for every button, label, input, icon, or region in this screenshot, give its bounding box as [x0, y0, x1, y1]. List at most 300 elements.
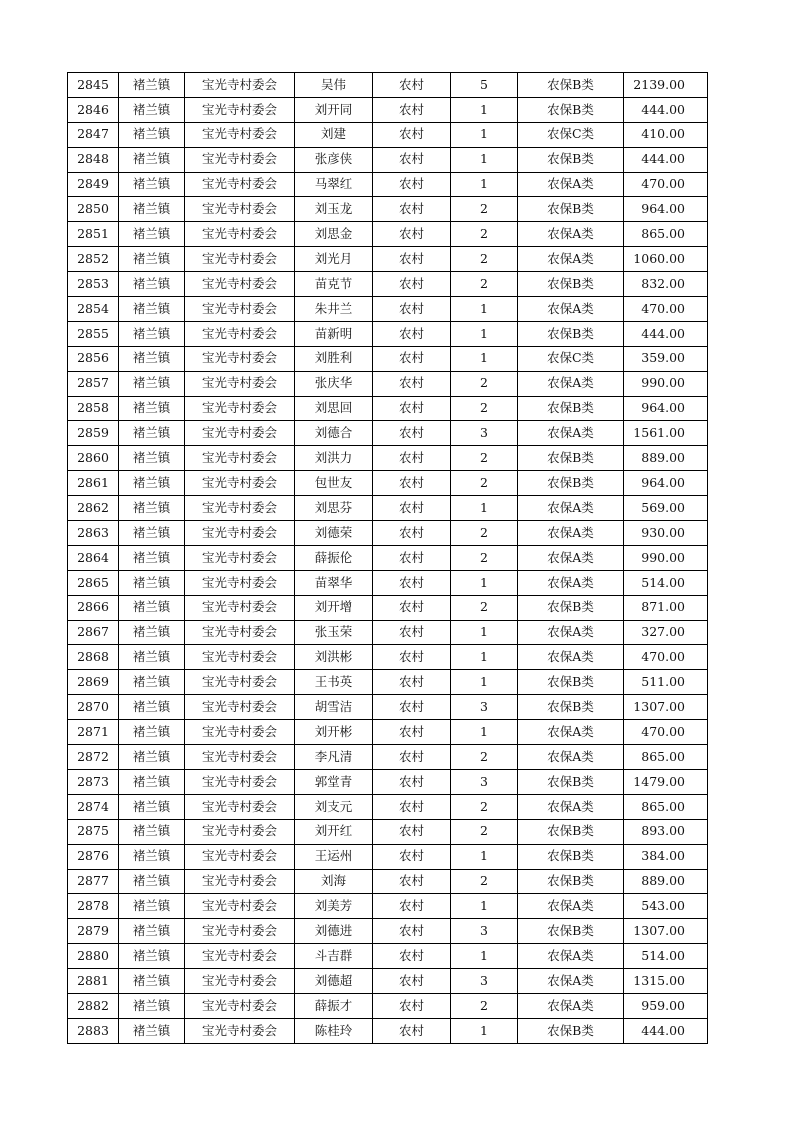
serial-number-cell: 2852: [68, 247, 119, 272]
table-row: [68, 147, 708, 172]
amount-cell: 1060.00: [624, 247, 708, 272]
village-committee-cell: 宝光寺村委会: [185, 371, 295, 396]
serial-number-cell: 2875: [68, 819, 119, 844]
household-size-cell: 3: [451, 919, 518, 944]
village-committee-cell: 宝光寺村委会: [185, 73, 295, 98]
person-name-cell: 刘开彬: [295, 720, 373, 745]
person-name-cell: 包世友: [295, 471, 373, 496]
amount-cell: 964.00: [624, 197, 708, 222]
table-row: [68, 769, 708, 794]
household-size-cell: 2: [451, 745, 518, 770]
insurance-category-cell: 农保B类: [518, 272, 624, 297]
town-cell: 褚兰镇: [119, 521, 185, 546]
town-cell: 褚兰镇: [119, 1018, 185, 1043]
village-committee-cell: 宝光寺村委会: [185, 894, 295, 919]
residence-type-cell: 农村: [373, 794, 451, 819]
amount-cell: 964.00: [624, 396, 708, 421]
table-row: [68, 645, 708, 670]
person-name-cell: 苗翠华: [295, 570, 373, 595]
serial-number-cell: 2855: [68, 321, 119, 346]
residence-type-cell: 农村: [373, 73, 451, 98]
table-row: [68, 122, 708, 147]
insurance-category-cell: 农保A类: [518, 222, 624, 247]
insurance-category-cell: 农保A类: [518, 521, 624, 546]
insurance-category-cell: 农保A类: [518, 496, 624, 521]
insurance-category-cell: 农保A类: [518, 421, 624, 446]
town-cell: 褚兰镇: [119, 197, 185, 222]
insurance-category-cell: 农保B类: [518, 844, 624, 869]
amount-cell: 832.00: [624, 272, 708, 297]
roster-table-body: [68, 73, 708, 1044]
serial-number-cell: 2869: [68, 670, 119, 695]
amount-cell: 444.00: [624, 321, 708, 346]
town-cell: 褚兰镇: [119, 321, 185, 346]
person-name-cell: 朱井兰: [295, 297, 373, 322]
household-size-cell: 1: [451, 670, 518, 695]
serial-number-cell: 2871: [68, 720, 119, 745]
household-size-cell: 3: [451, 769, 518, 794]
amount-cell: 514.00: [624, 944, 708, 969]
table-row: [68, 695, 708, 720]
person-name-cell: 刘德进: [295, 919, 373, 944]
insurance-category-cell: 农保B类: [518, 595, 624, 620]
amount-cell: 569.00: [624, 496, 708, 521]
insurance-category-cell: 农保A类: [518, 894, 624, 919]
amount-cell: 1479.00: [624, 769, 708, 794]
table-row: [68, 297, 708, 322]
residence-type-cell: 农村: [373, 720, 451, 745]
household-size-cell: 1: [451, 620, 518, 645]
table-row: [68, 620, 708, 645]
person-name-cell: 刘洪力: [295, 446, 373, 471]
serial-number-cell: 2845: [68, 73, 119, 98]
household-size-cell: 1: [451, 844, 518, 869]
amount-cell: 1307.00: [624, 695, 708, 720]
table-row: [68, 844, 708, 869]
person-name-cell: 张庆华: [295, 371, 373, 396]
household-size-cell: 2: [451, 272, 518, 297]
residence-type-cell: 农村: [373, 97, 451, 122]
village-committee-cell: 宝光寺村委会: [185, 844, 295, 869]
village-committee-cell: 宝光寺村委会: [185, 969, 295, 994]
insurance-category-cell: 农保B类: [518, 819, 624, 844]
residence-type-cell: 农村: [373, 172, 451, 197]
table-row: [68, 321, 708, 346]
residence-type-cell: 农村: [373, 446, 451, 471]
residence-type-cell: 农村: [373, 620, 451, 645]
village-committee-cell: 宝光寺村委会: [185, 122, 295, 147]
village-committee-cell: 宝光寺村委会: [185, 944, 295, 969]
person-name-cell: 薛振才: [295, 993, 373, 1018]
table-row: [68, 172, 708, 197]
household-size-cell: 1: [451, 1018, 518, 1043]
person-name-cell: 刘支元: [295, 794, 373, 819]
table-row: [68, 346, 708, 371]
table-row: [68, 919, 708, 944]
insurance-category-cell: 农保B类: [518, 147, 624, 172]
serial-number-cell: 2862: [68, 496, 119, 521]
amount-cell: 871.00: [624, 595, 708, 620]
serial-number-cell: 2858: [68, 396, 119, 421]
insurance-category-cell: 农保B类: [518, 769, 624, 794]
household-size-cell: 1: [451, 944, 518, 969]
residence-type-cell: 农村: [373, 471, 451, 496]
residence-type-cell: 农村: [373, 197, 451, 222]
amount-cell: 1307.00: [624, 919, 708, 944]
serial-number-cell: 2883: [68, 1018, 119, 1043]
insurance-category-cell: 农保A类: [518, 247, 624, 272]
amount-cell: 470.00: [624, 172, 708, 197]
household-size-cell: 1: [451, 97, 518, 122]
serial-number-cell: 2856: [68, 346, 119, 371]
town-cell: 褚兰镇: [119, 172, 185, 197]
village-committee-cell: 宝光寺村委会: [185, 147, 295, 172]
table-row: [68, 670, 708, 695]
town-cell: 褚兰镇: [119, 769, 185, 794]
household-size-cell: 1: [451, 346, 518, 371]
town-cell: 褚兰镇: [119, 446, 185, 471]
residence-type-cell: 农村: [373, 969, 451, 994]
town-cell: 褚兰镇: [119, 297, 185, 322]
village-committee-cell: 宝光寺村委会: [185, 819, 295, 844]
residence-type-cell: 农村: [373, 769, 451, 794]
person-name-cell: 刘开同: [295, 97, 373, 122]
village-committee-cell: 宝光寺村委会: [185, 595, 295, 620]
serial-number-cell: 2873: [68, 769, 119, 794]
person-name-cell: 刘德超: [295, 969, 373, 994]
town-cell: 褚兰镇: [119, 496, 185, 521]
person-name-cell: 吴伟: [295, 73, 373, 98]
village-committee-cell: 宝光寺村委会: [185, 446, 295, 471]
table-row: [68, 272, 708, 297]
village-committee-cell: 宝光寺村委会: [185, 222, 295, 247]
residence-type-cell: 农村: [373, 396, 451, 421]
amount-cell: 964.00: [624, 471, 708, 496]
person-name-cell: 刘光月: [295, 247, 373, 272]
household-size-cell: 1: [451, 147, 518, 172]
serial-number-cell: 2868: [68, 645, 119, 670]
person-name-cell: 张玉荣: [295, 620, 373, 645]
insurance-category-cell: 农保A类: [518, 993, 624, 1018]
town-cell: 褚兰镇: [119, 745, 185, 770]
serial-number-cell: 2867: [68, 620, 119, 645]
household-size-cell: 2: [451, 446, 518, 471]
amount-cell: 327.00: [624, 620, 708, 645]
town-cell: 褚兰镇: [119, 122, 185, 147]
town-cell: 褚兰镇: [119, 570, 185, 595]
table-row: [68, 819, 708, 844]
amount-cell: 410.00: [624, 122, 708, 147]
town-cell: 褚兰镇: [119, 222, 185, 247]
table-row: [68, 969, 708, 994]
insurance-category-cell: 农保A类: [518, 794, 624, 819]
person-name-cell: 刘开红: [295, 819, 373, 844]
household-size-cell: 1: [451, 894, 518, 919]
household-size-cell: 2: [451, 993, 518, 1018]
insurance-category-cell: 农保B类: [518, 869, 624, 894]
insurance-category-cell: 农保A类: [518, 645, 624, 670]
residence-type-cell: 农村: [373, 222, 451, 247]
insurance-category-cell: 农保B类: [518, 73, 624, 98]
insurance-category-cell: 农保A类: [518, 720, 624, 745]
household-size-cell: 2: [451, 197, 518, 222]
table-row: [68, 396, 708, 421]
serial-number-cell: 2851: [68, 222, 119, 247]
serial-number-cell: 2847: [68, 122, 119, 147]
serial-number-cell: 2859: [68, 421, 119, 446]
table-row: [68, 197, 708, 222]
residence-type-cell: 农村: [373, 346, 451, 371]
serial-number-cell: 2864: [68, 545, 119, 570]
residence-type-cell: 农村: [373, 645, 451, 670]
residence-type-cell: 农村: [373, 695, 451, 720]
table-row: [68, 894, 708, 919]
town-cell: 褚兰镇: [119, 794, 185, 819]
village-committee-cell: 宝光寺村委会: [185, 570, 295, 595]
residence-type-cell: 农村: [373, 371, 451, 396]
serial-number-cell: 2848: [68, 147, 119, 172]
residence-type-cell: 农村: [373, 869, 451, 894]
amount-cell: 889.00: [624, 869, 708, 894]
amount-cell: 384.00: [624, 844, 708, 869]
amount-cell: 865.00: [624, 222, 708, 247]
serial-number-cell: 2878: [68, 894, 119, 919]
amount-cell: 514.00: [624, 570, 708, 595]
household-size-cell: 1: [451, 645, 518, 670]
residence-type-cell: 农村: [373, 944, 451, 969]
village-committee-cell: 宝光寺村委会: [185, 172, 295, 197]
household-size-cell: 2: [451, 794, 518, 819]
serial-number-cell: 2863: [68, 521, 119, 546]
village-committee-cell: 宝光寺村委会: [185, 346, 295, 371]
person-name-cell: 刘开增: [295, 595, 373, 620]
village-committee-cell: 宝光寺村委会: [185, 645, 295, 670]
town-cell: 褚兰镇: [119, 969, 185, 994]
town-cell: 褚兰镇: [119, 147, 185, 172]
household-size-cell: 2: [451, 222, 518, 247]
amount-cell: 865.00: [624, 794, 708, 819]
amount-cell: 930.00: [624, 521, 708, 546]
person-name-cell: 陈桂玲: [295, 1018, 373, 1043]
town-cell: 褚兰镇: [119, 471, 185, 496]
residence-type-cell: 农村: [373, 147, 451, 172]
town-cell: 褚兰镇: [119, 421, 185, 446]
household-size-cell: 3: [451, 695, 518, 720]
insurance-category-cell: 农保C类: [518, 346, 624, 371]
residence-type-cell: 农村: [373, 297, 451, 322]
insurance-category-cell: 农保A类: [518, 745, 624, 770]
person-name-cell: 刘德荣: [295, 521, 373, 546]
household-size-cell: 3: [451, 969, 518, 994]
serial-number-cell: 2880: [68, 944, 119, 969]
amount-cell: 359.00: [624, 346, 708, 371]
table-row: [68, 222, 708, 247]
serial-number-cell: 2850: [68, 197, 119, 222]
table-row: [68, 521, 708, 546]
table-row: [68, 794, 708, 819]
town-cell: 褚兰镇: [119, 894, 185, 919]
amount-cell: 889.00: [624, 446, 708, 471]
person-name-cell: 刘建: [295, 122, 373, 147]
person-name-cell: 刘思芬: [295, 496, 373, 521]
serial-number-cell: 2881: [68, 969, 119, 994]
table-row: [68, 595, 708, 620]
residence-type-cell: 农村: [373, 670, 451, 695]
household-size-cell: 2: [451, 471, 518, 496]
household-size-cell: 2: [451, 869, 518, 894]
insurance-category-cell: 农保A类: [518, 969, 624, 994]
residence-type-cell: 农村: [373, 272, 451, 297]
amount-cell: 470.00: [624, 297, 708, 322]
amount-cell: 959.00: [624, 993, 708, 1018]
residence-type-cell: 农村: [373, 521, 451, 546]
village-committee-cell: 宝光寺村委会: [185, 297, 295, 322]
table-row: [68, 421, 708, 446]
person-name-cell: 苗新明: [295, 321, 373, 346]
town-cell: 褚兰镇: [119, 396, 185, 421]
household-size-cell: 5: [451, 73, 518, 98]
town-cell: 褚兰镇: [119, 645, 185, 670]
person-name-cell: 斗吉群: [295, 944, 373, 969]
person-name-cell: 王书英: [295, 670, 373, 695]
person-name-cell: 刘海: [295, 869, 373, 894]
town-cell: 褚兰镇: [119, 73, 185, 98]
person-name-cell: 胡雪洁: [295, 695, 373, 720]
serial-number-cell: 2861: [68, 471, 119, 496]
amount-cell: 470.00: [624, 645, 708, 670]
person-name-cell: 刘德合: [295, 421, 373, 446]
village-committee-cell: 宝光寺村委会: [185, 197, 295, 222]
table-row: [68, 570, 708, 595]
person-name-cell: 刘洪彬: [295, 645, 373, 670]
person-name-cell: 李凡清: [295, 745, 373, 770]
serial-number-cell: 2853: [68, 272, 119, 297]
residence-type-cell: 农村: [373, 122, 451, 147]
serial-number-cell: 2865: [68, 570, 119, 595]
village-committee-cell: 宝光寺村委会: [185, 794, 295, 819]
village-committee-cell: 宝光寺村委会: [185, 1018, 295, 1043]
table-row: [68, 993, 708, 1018]
village-committee-cell: 宝光寺村委会: [185, 396, 295, 421]
amount-cell: 444.00: [624, 147, 708, 172]
table-row: [68, 471, 708, 496]
town-cell: 褚兰镇: [119, 97, 185, 122]
residence-type-cell: 农村: [373, 545, 451, 570]
household-size-cell: 3: [451, 421, 518, 446]
table-row: [68, 1018, 708, 1043]
household-size-cell: 1: [451, 570, 518, 595]
insurance-category-cell: 农保B类: [518, 396, 624, 421]
residence-type-cell: 农村: [373, 595, 451, 620]
town-cell: 褚兰镇: [119, 346, 185, 371]
town-cell: 褚兰镇: [119, 371, 185, 396]
table-row: [68, 446, 708, 471]
insurance-category-cell: 农保A类: [518, 570, 624, 595]
amount-cell: 511.00: [624, 670, 708, 695]
amount-cell: 893.00: [624, 819, 708, 844]
residence-type-cell: 农村: [373, 1018, 451, 1043]
insurance-category-cell: 农保B类: [518, 197, 624, 222]
village-committee-cell: 宝光寺村委会: [185, 545, 295, 570]
village-committee-cell: 宝光寺村委会: [185, 993, 295, 1018]
insurance-category-cell: 农保B类: [518, 919, 624, 944]
residence-type-cell: 农村: [373, 570, 451, 595]
village-committee-cell: 宝光寺村委会: [185, 769, 295, 794]
residence-type-cell: 农村: [373, 819, 451, 844]
table-row: [68, 371, 708, 396]
table-row: [68, 496, 708, 521]
serial-number-cell: 2846: [68, 97, 119, 122]
person-name-cell: 郭堂青: [295, 769, 373, 794]
serial-number-cell: 2849: [68, 172, 119, 197]
insurance-category-cell: 农保A类: [518, 297, 624, 322]
table-row: [68, 545, 708, 570]
village-committee-cell: 宝光寺村委会: [185, 521, 295, 546]
table-row: [68, 73, 708, 98]
serial-number-cell: 2877: [68, 869, 119, 894]
town-cell: 褚兰镇: [119, 869, 185, 894]
village-committee-cell: 宝光寺村委会: [185, 496, 295, 521]
town-cell: 褚兰镇: [119, 944, 185, 969]
residence-type-cell: 农村: [373, 321, 451, 346]
insurance-category-cell: 农保B类: [518, 1018, 624, 1043]
insurance-category-cell: 农保B类: [518, 97, 624, 122]
household-size-cell: 2: [451, 396, 518, 421]
household-size-cell: 1: [451, 297, 518, 322]
town-cell: 褚兰镇: [119, 844, 185, 869]
town-cell: 褚兰镇: [119, 545, 185, 570]
town-cell: 褚兰镇: [119, 595, 185, 620]
serial-number-cell: 2860: [68, 446, 119, 471]
household-size-cell: 1: [451, 321, 518, 346]
town-cell: 褚兰镇: [119, 247, 185, 272]
village-committee-cell: 宝光寺村委会: [185, 272, 295, 297]
person-name-cell: 薛振伦: [295, 545, 373, 570]
person-name-cell: 马翠红: [295, 172, 373, 197]
town-cell: 褚兰镇: [119, 720, 185, 745]
residence-type-cell: 农村: [373, 894, 451, 919]
person-name-cell: 王运州: [295, 844, 373, 869]
table-row: [68, 97, 708, 122]
person-name-cell: 刘思回: [295, 396, 373, 421]
residence-type-cell: 农村: [373, 844, 451, 869]
table-row: [68, 720, 708, 745]
roster-table: [67, 72, 708, 1044]
residence-type-cell: 农村: [373, 993, 451, 1018]
household-size-cell: 1: [451, 720, 518, 745]
table-row: [68, 869, 708, 894]
amount-cell: 1315.00: [624, 969, 708, 994]
insurance-category-cell: 农保A类: [518, 944, 624, 969]
village-committee-cell: 宝光寺村委会: [185, 695, 295, 720]
person-name-cell: 刘玉龙: [295, 197, 373, 222]
amount-cell: 444.00: [624, 97, 708, 122]
serial-number-cell: 2857: [68, 371, 119, 396]
person-name-cell: 苗克节: [295, 272, 373, 297]
insurance-category-cell: 农保A类: [518, 371, 624, 396]
serial-number-cell: 2879: [68, 919, 119, 944]
village-committee-cell: 宝光寺村委会: [185, 620, 295, 645]
town-cell: 褚兰镇: [119, 670, 185, 695]
amount-cell: 470.00: [624, 720, 708, 745]
village-committee-cell: 宝光寺村委会: [185, 321, 295, 346]
village-committee-cell: 宝光寺村委会: [185, 720, 295, 745]
serial-number-cell: 2866: [68, 595, 119, 620]
table-row: [68, 745, 708, 770]
serial-number-cell: 2854: [68, 297, 119, 322]
person-name-cell: 张彦侠: [295, 147, 373, 172]
person-name-cell: 刘思金: [295, 222, 373, 247]
